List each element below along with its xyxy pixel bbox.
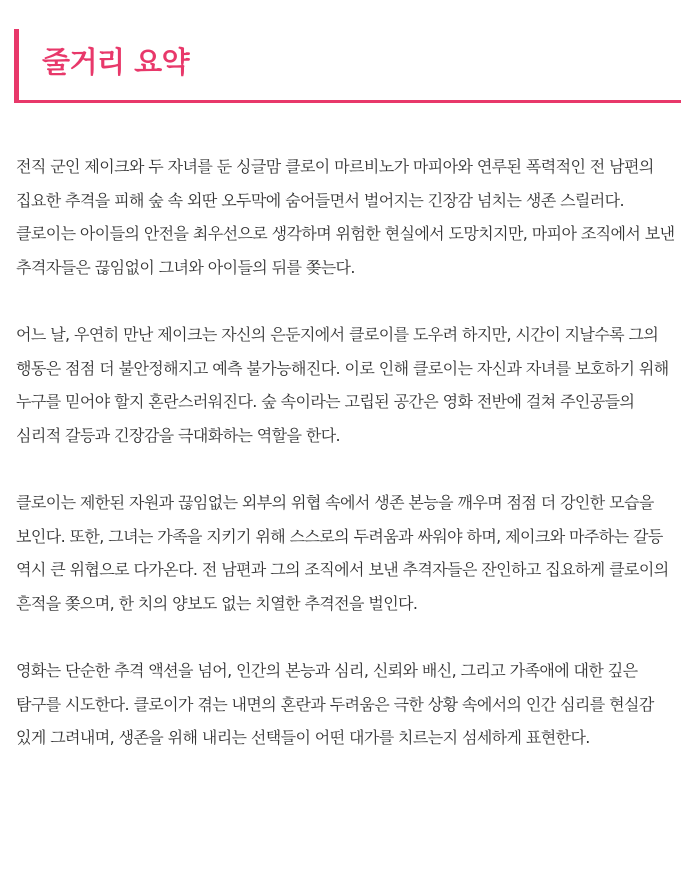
- section-title: 줄거리 요약: [42, 45, 190, 79]
- summary-paragraph-2: 어느 날, 우연히 만난 제이크는 자신의 은둔지에서 클로이를 도우려 하지만, 시간이 지날수록 그의 행동은 점점 더 불안정해지고 예측 불가능해진다. 이로 인해 클로이는 자신과 자녀를 보호하기 위해 누구를 믿어야 할지 혼란스러워진다. 숲 속이라는 고립된 공간은 영화 전반에 걸쳐 주인공들의 심리적 갈등과 긴장감을 극대화하는 역할을 한다.: [16, 325, 669, 445]
- summary-paragraph-4: 영화는 단순한 추격 액션을 넘어, 인간의 본능과 심리, 신뢰와 배신, 그리고 가족애에 대한 깊은 탐구를 시도한다. 클로이가 겪는 내면의 혼란과 두려움은 극한 상황 속에서의 인간 심리를 현실감 있게 그려내며, 생존을 위해 내리는 선택들이 어떤 대가를 치르는지 섬세하게 표현한다.: [16, 661, 654, 747]
- summary-paragraph-3: 클로이는 제한된 자원과 끊임없는 외부의 위협 속에서 생존 본능을 깨우며 점점 더 강인한 모습을 보인다. 또한, 그녀는 가족을 지키기 위해 스스로의 두려움과 싸워야 하며, 제이크와 마주하는 갈등 역시 큰 위협으로 다가온다. 전 남편과 그의 조직에서 보낸 추격자들은 잔인하고 집요하게 클로이의 흔적을 쫒으며, 한 치의 양보도 없는 치열한 추격전을 벌인다.: [16, 493, 669, 613]
- section-header: [14, 29, 681, 103]
- summary-paragraph-1: 전직 군인 제이크와 두 자녀를 둔 싱글맘 클로이 마르비노가 마피아와 연루된 폭력적인 전 남편의 집요한 추격을 피해 숲 속 외딴 오두막에 숨어들면서 벌어지는 긴장감 넘치는 생존 스릴러다. 클로이는 아이들의 안전을 최우선으로 생각하며 위험한 현실에서 도망치지만, 마피아 조직에서 보낸 추격자들은 끊임없이 그녀와 아이들의 뒤를 쫒는다.: [16, 157, 675, 277]
- plot-summary-body: [16, 150, 682, 755]
